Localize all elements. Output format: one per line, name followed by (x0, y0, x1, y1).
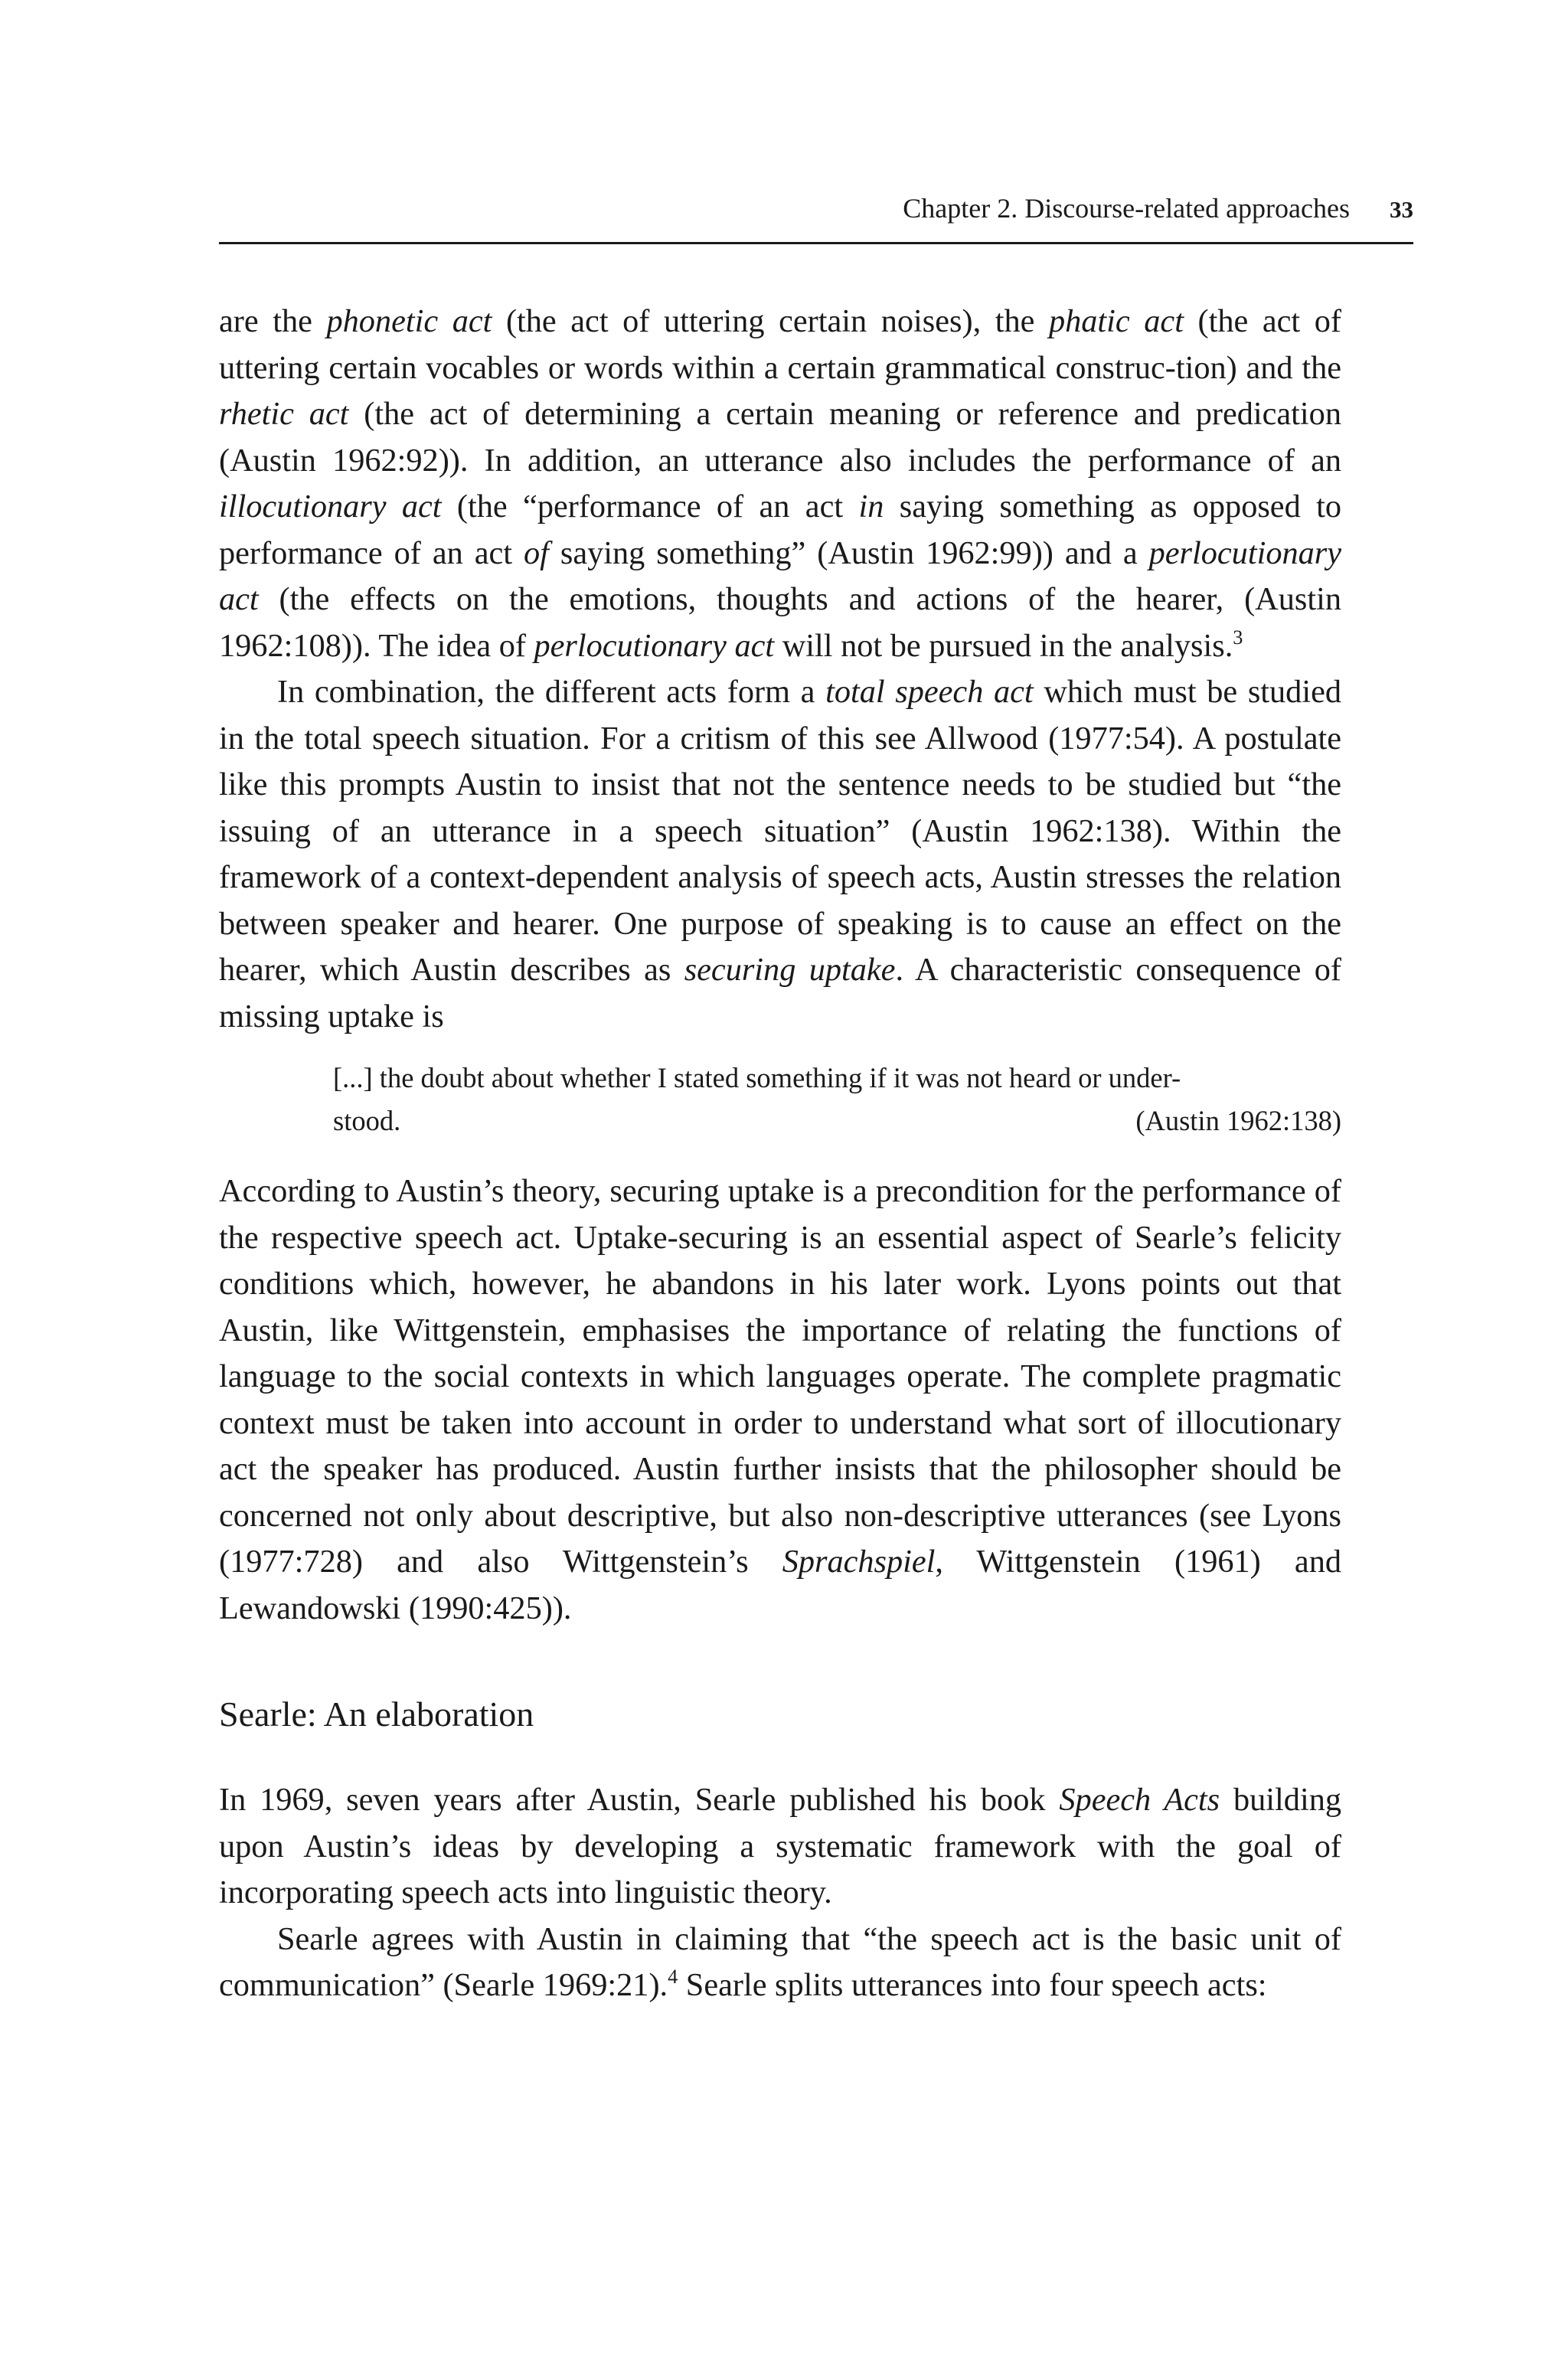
paragraph-total-speech-act (219, 669, 1341, 1040)
quote-text-end: stood. (333, 1105, 401, 1136)
page-number: 33 (1390, 196, 1413, 223)
chapter-title: Chapter 2. Discourse-related approaches (903, 193, 1350, 224)
text-span: saying something as opposed to performance of an act (219, 489, 1341, 571)
term-securing-uptake: securing uptake (684, 952, 896, 988)
section-heading: Searle: An elaboration (219, 1694, 534, 1734)
text-span: In 1969, seven years after Austin, Searle published his book (219, 1782, 1060, 1818)
body-text (219, 299, 1341, 2009)
book-title: Speech Acts (1059, 1782, 1220, 1818)
text-span: (the effects on the emotions, thoughts and actions of the hearer, (Austin 1962:108)). The idea of (219, 581, 1341, 664)
text-span: (the act of uttering certain vocables or words within a certain grammatical construc-tion) and the (219, 303, 1341, 386)
text-span: are the (219, 303, 327, 339)
running-head (219, 191, 1413, 227)
text-span: saying something” (Austin 1962:99)) and a (548, 534, 1149, 571)
text-span: (the “performance of an act (441, 489, 859, 525)
block-quote (333, 1057, 1341, 1142)
quote-text: [...] the doubt about whether I stated something if it was not heard or under- (333, 1062, 1181, 1093)
text-span: According to Austin’s theory, securing uptake is a precondition for the performance of the respective speech act. Uptake-securing is an essential aspect of Searle’s felicity conditions which, however, he abandons in his later work. Lyons points out that Austin, like Wittgenstein, emphasises the importance of relating the functions of language to the social contexts in which languages operate. The complete pragmatic context must be taken into account in order to understand what sort of illocutionary act the speaker has produced. Austin further insists that the philosopher should be concerned not only about descriptive, but also non-descriptive utterances (see Lyons (1977:728) and also Wittgenstein’s (219, 1173, 1341, 1580)
text-span: Searle agrees with Austin in claiming that “the speech act is the basic unit of communication” (Searle 1969:21). (219, 1920, 1341, 2003)
header-rule (219, 242, 1413, 244)
emphasis-in: in (858, 489, 884, 525)
footnote-marker: 3 (1233, 626, 1243, 649)
paragraph-speech-act-components (219, 299, 1341, 669)
term-phonetic-act: phonetic act (326, 303, 492, 339)
text-span: Searle splits utterances into four speech acts: (678, 1967, 1267, 2003)
text-span: In combination, the different acts form a (277, 674, 826, 710)
term-phatic-act: phatic act (1048, 303, 1184, 339)
paragraph-searle-agrees (219, 1917, 1341, 2009)
text-span: which must be studied in the total speech situation. For a critism of this see Allwood (1977:54). A postulate like this prompts Austin to insist that not the sentence needs to be studied but “the issuing of an utterance in a speech situation” (Austin 1962:138). Within the framework of a context-dependent analysis of speech acts, Austin stresses the relation between speaker and hearer. One purpose of speaking is to cause an effect on the hearer, which Austin describes as (219, 674, 1341, 988)
quote-last-line (333, 1100, 1341, 1142)
term-illocutionary-act: illocutionary act (219, 489, 442, 525)
text-span: (the act of uttering certain noises), the (492, 303, 1049, 339)
text-span: , Wittgenstein (1961) and Lewandowski (1990:425)). (219, 1544, 1341, 1626)
quote-citation: (Austin 1962:138) (1135, 1105, 1341, 1136)
text-span: . A characteristic consequence of missing uptake is (219, 952, 1342, 1034)
footnote-marker: 4 (668, 1965, 678, 1988)
term-rhetic-act: rhetic act (219, 396, 349, 432)
term-perlocutionary-act: perlocutionary act (219, 534, 1341, 617)
text-span: will not be pursued in the analysis. (774, 627, 1233, 664)
term-perlocutionary-act: perlocutionary act (534, 627, 775, 664)
term-sprachspiel: Sprachspiel (782, 1544, 936, 1580)
term-total-speech-act: total speech act (825, 674, 1034, 710)
paragraph-searle-intro (219, 1777, 1341, 1917)
paragraph-uptake (219, 1168, 1341, 1632)
emphasis-of: of (524, 534, 549, 571)
text-span: (the act of determining a certain meaning or reference and predication (Austin 1962:92)). In addition, an utterance also includes the performance of an (219, 396, 1341, 479)
text-span: building upon Austin’s ideas by developing a systematic framework with the goal of incorporating speech acts into linguistic theory. (219, 1782, 1341, 1910)
